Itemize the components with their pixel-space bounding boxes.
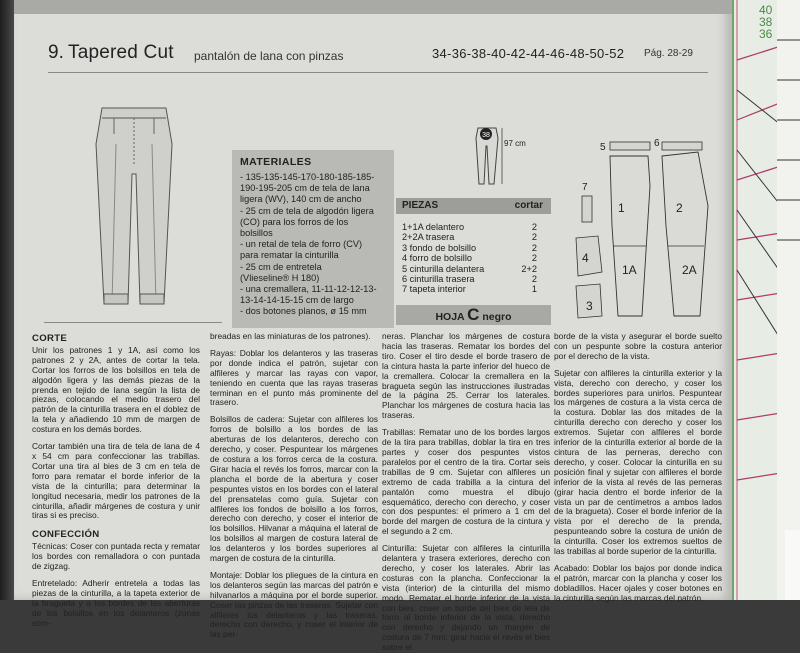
- page-header: [48, 38, 708, 73]
- pieces-row-label: 6 cinturilla trasera: [402, 273, 475, 284]
- pattern-label: 2: [676, 201, 683, 215]
- text-column-4: [554, 332, 722, 604]
- materials-title: MATERIALES: [240, 156, 312, 168]
- paragraph-intro: borde de la vista y asegurar el borde suelto con un pespunte sobre la costura anterior por el derecho de la vista.: [554, 331, 722, 361]
- page-top-strip: [14, 0, 732, 14]
- paragraph-rayas: Rayas: Doblar los delanteros y las traseras por donde indica el patrón, sujetar con alfileres y marcar las rayas con vapor, teniendo en cuenta que las rayas traseras terminan en el punto más prominente del trasero.: [210, 347, 378, 408]
- pocket-lining-piece: [576, 236, 602, 276]
- pieces-row-value: 2: [531, 242, 537, 253]
- column-divider: [44, 322, 222, 323]
- pattern-sheet-label: [396, 305, 551, 325]
- materials-line: - un retal de tela de forro (CV): [240, 239, 363, 250]
- paragraph-trabillas: Trabillas: Rematar uno de los bordes largos de la tira para trabillas, doblar la tira en tres partes y coser dos pespuntes vistos paralelos por el centro de la tira. Cortar seis trabillas de 9 cm. Sujetar con alfileres un extremo de cada trabilla a la cintura del pantalón como muestra el dibujo esquemático, derecho con derecho, y coser con dos pespuntes: el primero a 1 cm del borde del margen de costura de la cintura y el segundo a 2 cm.: [382, 427, 550, 537]
- paragraph-bolsillos: Bolsillos de cadera: Sujetar con alfileres los forros de bolsillo a los bordes de las aberturas de los delanteros, derecho con derecho, y coser. Pespuntear los márgenes de costura a los forros cerca de la costura. Girar hacia el revés los forros, marcar con la plancha el borde de la abertura y coser pespuntes vistos en los bordes con el lateral del prensatelas como guía. Sujetar con alfileres los fondos de bolsillo a los forros, derecho con derecho, y coser el interior de los bolsillos. Hilvanar a máquina el lateral de los bolsillos al margen de costura lateral de los delanteros y los bordes superiores al margen de costura de la cinturilla.: [210, 414, 378, 564]
- paragraph-corte: Unir los patrones 1 y 1A, así como los patrones 2 y 2A, antes de cortar la tela. Cortar los forros de los bolsillos en tela de algodón ligera y las demás piezas de la prenda en tejido de lana según la lista de piezas, colocando el medio trasero del patrón de la cinturilla trasera en el doblez de la tela y añadiendo 10 mm de margen de costura en los demás bordes.: [32, 344, 200, 435]
- materials-line: 13-14-14-15-15 cm de largo: [240, 295, 354, 306]
- pieces-row-label: 3 fondo de bolsillo: [402, 242, 477, 253]
- pieces-table: [396, 198, 551, 295]
- pattern-label: 1A: [622, 263, 637, 277]
- materials-line: - 25 cm de tela de algodón ligera: [240, 205, 374, 216]
- pieces-row: [396, 232, 551, 242]
- pattern-title: Tapered Cut: [68, 42, 174, 63]
- pieces-row-value: 2: [531, 232, 537, 243]
- size-marker-number: 38: [482, 132, 490, 139]
- back-piece: [662, 152, 708, 316]
- waistband-back-piece: [662, 142, 702, 150]
- pieces-title: PIEZAS: [402, 200, 439, 211]
- materials-line: - una cremallera, 11-11-12-12-13-: [240, 284, 377, 295]
- materials-line: - 135-135-145-170-180-185-185-: [240, 172, 375, 182]
- paragraph-intro: neras. Planchar los márgenes de costura hacia las traseras. Rematar los bordes del tiro. Coser el tiro desde el borde trasero de la cintura hasta la parte inferior del hueco de la cremallera. Colocar la cremallera en la bragueta según las instrucciones ilustradas de la página 25. Cerrar los laterales. Planchar los márgenes de costura hacia las traseras.: [382, 331, 550, 421]
- paragraph-intro: breadas en las miniaturas de los patrones).: [210, 331, 371, 341]
- pieces-row-value: 1: [531, 284, 537, 295]
- pieces-row-label: 4 forro de bolsillo: [402, 253, 472, 264]
- paragraph-cinturilla: Cinturilla: Sujetar con alfileres la cinturilla delantera y trasera exteriores, derecho con derecho, y coser los laterales. Abrir las costuras con la plancha. Confeccionar la vista (interior) de la cinturilla del mismo modo. Rematar el borde inferior de la vista con bies: coser un borde del bies de tela de forro al borde inferior de la vista, derecho con derecho y dejando un margen de costura de 7 mm; girar hacia el revés el bies sobre el: [382, 543, 550, 653]
- materials-line: bolsillos: [240, 228, 273, 239]
- svg-text:36: 36: [759, 27, 773, 41]
- pattern-label: 1: [618, 201, 625, 215]
- trousers-illustration: [84, 104, 189, 314]
- section-title-confeccion: CONFECCIÓN: [32, 529, 100, 541]
- paragraph-corte-2: Cortar también una tira de tela de lana de 4 x 54 cm para confeccionar las trabillas. Cortar una tira al bies de 3 cm en tela de forro para rematar el borde inferior de la vista de la cinturilla; para determinar la longitud necesaria, medir los patrones de la cinturilla, añadir márgenes de costura y unir tiras si es preciso.: [32, 441, 200, 521]
- size-marker-icon: [466, 122, 546, 192]
- materials-box: [232, 150, 394, 328]
- materials-line: 190-195-205 cm de tela de lana: [240, 183, 370, 194]
- materials-line: ligera (WV), 140 cm de ancho: [240, 194, 362, 205]
- paragraph-entretelado: Entretelado: Adherir entretela a todas las piezas de la cinturilla, a la tapeta exterior de la bragueta y a los bordes de las aberturas de los bolsillos en los delanteros (zonas som-: [32, 577, 200, 628]
- pieces-row-label: 1+1A delantero: [402, 222, 465, 232]
- size-range: 34-36-38-40-42-44-46-48-50-52: [432, 46, 625, 61]
- pattern-subtitle: pantalón de lana con pinzas: [194, 49, 344, 63]
- materials-line: (Vlieseline® H 180): [240, 272, 320, 283]
- materials-line: (CO) para los forros de los: [240, 216, 349, 227]
- paragraph-tecnicas: Técnicas: Coser con puntada recta y rematar los bordes con remalladora o con puntada de zigzag.: [32, 541, 200, 572]
- svg-text:38: 38: [759, 15, 773, 29]
- front-piece: [610, 156, 650, 316]
- pattern-number: 9.: [48, 42, 64, 63]
- materials-line: - 25 cm de entretela: [240, 261, 322, 272]
- page-reference: Pág. 28-29: [644, 48, 693, 59]
- pattern-pieces-diagram: [558, 126, 728, 326]
- pieces-row-label: 7 tapeta interior: [402, 284, 466, 295]
- pattern-label: 3: [586, 299, 593, 313]
- pieces-row: [396, 264, 551, 274]
- section-title-corte: CORTE: [32, 333, 68, 344]
- pieces-row: [396, 222, 551, 232]
- paragraph-cinturilla-2: Sujetar con alfileres la cinturilla exterior y la vista, derecho con derecho, y coser los bordes superiores para unirlos. Pespuntear los márgenes de costura a la vista cerca de la costura. Doblar las dos mitades de la cinturilla derecho con derecho y coser los extremos. Sujetar con alfileres el borde inferior de la cinturilla exterior al borde de la cintura de las perneras, derecho con derecho, y coser. Colocar la cinturilla en su posición final y sujetar con alfileres el borde inferior de la vista al revés de las perneras (girar hacia dentro el borde inferior de la vista un par de centímetros a ambos lados de la bragueta). Coser el borde inferior de la vista por el derecho de la prenda, pespunteando sobre la costura de unión de la cinturilla. Coser los extremos sueltos de las trabillas al borde superior de la cinturilla.: [554, 367, 722, 557]
- pattern-label: 4: [582, 251, 589, 265]
- paragraph-acabado: Acabado: Doblar los bajos por donde indica el patrón, marcar con la plancha y coser los dobladillos. Hacer ojales y coser botones en la cinturilla según las marcas del patrón.: [554, 562, 722, 603]
- pattern-label: 2A: [682, 263, 697, 277]
- pieces-row: [396, 243, 551, 253]
- sheet-letter: C: [467, 305, 480, 324]
- pieces-row-value: 2: [531, 222, 537, 232]
- pieces-row-label: 5 cinturilla delantera: [402, 263, 485, 274]
- materials-line: - dos botones planos, ø 15 mm: [240, 306, 367, 317]
- svg-text:40: 40: [759, 3, 773, 17]
- magazine-page: [14, 0, 732, 653]
- pieces-row: [396, 284, 551, 294]
- waistband-front-piece: [610, 142, 650, 150]
- pieces-cut-label: cortar: [514, 200, 543, 211]
- materials-line: para rematar la cinturilla: [240, 250, 339, 261]
- sheet-color: negro: [482, 311, 512, 323]
- pieces-row-value: 2+2: [521, 263, 537, 274]
- pattern-label: 7: [582, 182, 588, 193]
- sheet-prefix: HOJA: [435, 311, 465, 323]
- text-column-2: [210, 332, 378, 640]
- pattern-label: 5: [600, 142, 606, 153]
- pieces-row-label: 2+2A trasera: [402, 232, 455, 243]
- pattern-label: 6: [654, 138, 660, 149]
- pieces-row-value: 2: [531, 273, 537, 284]
- pieces-row: [396, 274, 551, 284]
- text-column-1: [32, 332, 200, 628]
- fly-facing-piece: [582, 196, 592, 222]
- pieces-row: [396, 253, 551, 263]
- text-column-3: [382, 332, 550, 653]
- pieces-header: [396, 198, 551, 214]
- pieces-row-value: 2: [531, 253, 537, 264]
- paragraph-montaje: Montaje: Doblar los pliegues de la cintura en los delanteros según las marcas del patrón e hilvanarlos a máquina por el borde superior. Coser las pinzas de las traseras. Sujetar con alfileres los delanteros y las traseras, derecho con derecho, y coser el interior de las per-: [210, 569, 378, 640]
- size-marker-length: 97 cm: [504, 139, 526, 148]
